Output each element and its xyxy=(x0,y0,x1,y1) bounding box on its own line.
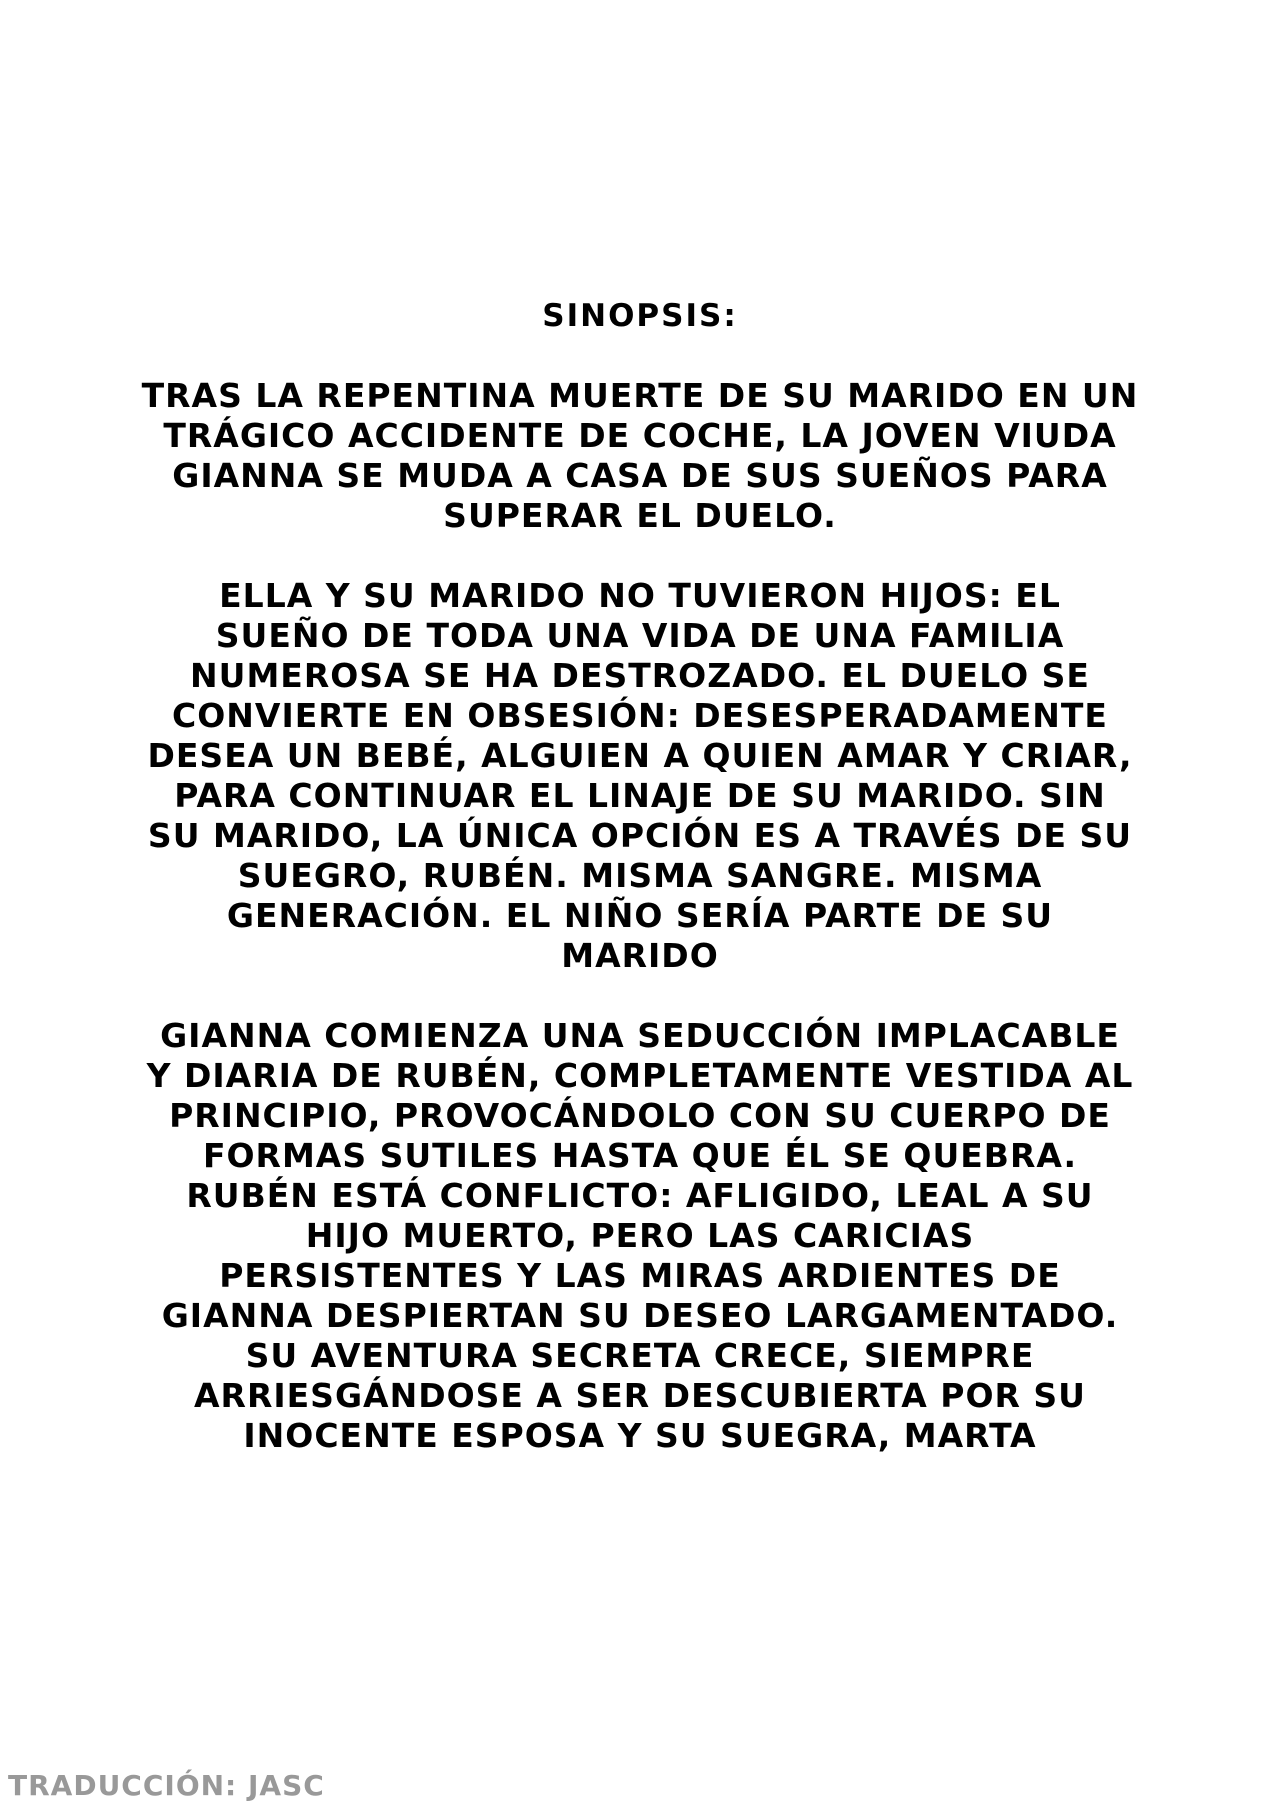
synopsis-block xyxy=(70,296,1210,1456)
paragraph-line: TRÁGICO ACCIDENTE DE COCHE, LA JOVEN VIUDA xyxy=(163,416,1117,455)
translation-credit: TRADUCCIÓN: JASC xyxy=(8,1769,325,1802)
paragraph-line: NUMEROSA SE HA DESTROZADO. EL DUELO SE xyxy=(190,656,1090,695)
paragraph-line: DESEA UN BEBÉ, ALGUIEN A QUIEN AMAR Y CRIAR, xyxy=(147,736,1133,775)
paragraph-line: PARA CONTINUAR EL LINAJE DE SU MARIDO. SIN xyxy=(174,776,1106,815)
synopsis-paragraph-1 xyxy=(70,376,1210,536)
paragraph-line: GENERACIÓN. EL NIÑO SERÍA PARTE DE SU xyxy=(226,896,1054,935)
paragraph-line: SUPERAR EL DUELO. xyxy=(443,496,837,535)
paragraph-line: HIJO MUERTO, PERO LAS CARICIAS xyxy=(305,1216,975,1255)
synopsis-paragraph-3 xyxy=(70,1016,1210,1456)
paragraph-line: TRAS LA REPENTINA MUERTE DE SU MARIDO EN UN xyxy=(141,376,1139,415)
paragraph-line: PERSISTENTES Y LAS MIRAS ARDIENTES DE xyxy=(219,1256,1061,1295)
synopsis-title: SINOPSIS: xyxy=(542,298,738,334)
paragraph-line: FORMAS SUTILES HASTA QUE ÉL SE QUEBRA. xyxy=(202,1136,1078,1175)
paragraph-line: RUBÉN ESTÁ CONFLICTO: AFLIGIDO, LEAL A SU xyxy=(186,1176,1094,1215)
paragraph-line: GIANNA DESPIERTAN SU DESEO LARGAMENTADO. xyxy=(161,1296,1119,1335)
paragraph-line: SUEÑO DE TODA UNA VIDA DE UNA FAMILIA xyxy=(215,616,1065,655)
paragraph-line: SU MARIDO, LA ÚNICA OPCIÓN ES A TRAVÉS DE SU xyxy=(147,816,1133,855)
paragraph-line: INOCENTE ESPOSA Y SU SUEGRA, MARTA xyxy=(243,1416,1037,1455)
paragraph-line: SUEGRO, RUBÉN. MISMA SANGRE. MISMA xyxy=(237,856,1043,895)
paragraph-line: GIANNA COMIENZA UNA SEDUCCIÓN IMPLACABLE xyxy=(160,1016,1120,1055)
synopsis-paragraph-2 xyxy=(70,576,1210,976)
paragraph-line: PRINCIPIO, PROVOCÁNDOLO CON SU CUERPO DE xyxy=(169,1096,1111,1135)
paragraph-line: ELLA Y SU MARIDO NO TUVIERON HIJOS: EL xyxy=(219,576,1061,615)
paragraph-line: SU AVENTURA SECRETA CRECE, SIEMPRE xyxy=(245,1336,1035,1375)
paragraph-line: GIANNA SE MUDA A CASA DE SUS SUEÑOS PARA xyxy=(172,456,1108,495)
paragraph-line: Y DIARIA DE RUBÉN, COMPLETAMENTE VESTIDA AL xyxy=(146,1056,1134,1095)
paragraph-line: CONVIERTE EN OBSESIÓN: DESESPERADAMENTE xyxy=(172,696,1108,735)
paragraph-line: MARIDO xyxy=(561,936,719,975)
paragraph-line: ARRIESGÁNDOSE A SER DESCUBIERTA POR SU xyxy=(194,1376,1086,1415)
